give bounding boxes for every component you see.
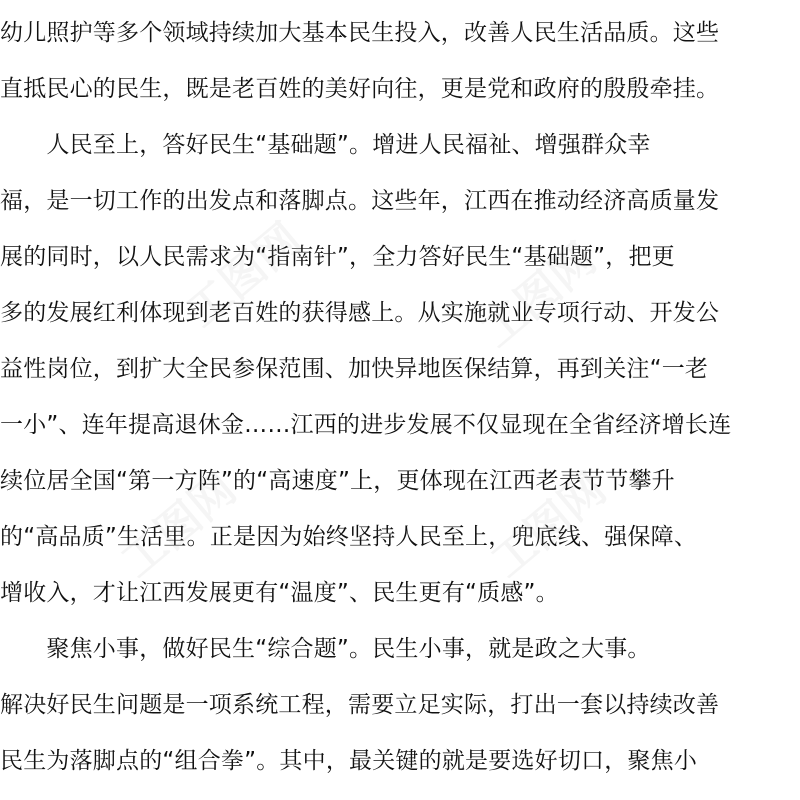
watermark-text: 工图网 bbox=[176, 213, 311, 338]
text-line-11: 增收入，才让江西发展更有“温度”、民生更有“质感”。 bbox=[0, 580, 559, 606]
text-line-14: 民生为落脚点的“组合拳”。其中，最关键的就是要选好切口，聚焦小 bbox=[0, 748, 698, 774]
text-line-12: 聚焦小事，做好民生“综合题”。民生小事，就是政之大事。 bbox=[0, 636, 651, 662]
text-line-5: 展的同时，以人民需求为“指南针”，全力答好民生“基础题”，把更 bbox=[0, 244, 675, 270]
watermark-text: 工图网 bbox=[111, 463, 246, 588]
text-line-4: 福，是一切工作的出发点和落脚点。这些年，江西在推动经济高质量发 bbox=[0, 188, 720, 214]
text-line-7: 益性岗位，到扩大全民参保范围、加快异地医保结算，再到关注“一老 bbox=[0, 356, 709, 382]
text-line-9: 续位居全国“第一方阵”的“高速度”上，更体现在江西老表节节攀升 bbox=[0, 468, 675, 494]
text-line-1: 幼儿照护等多个领域持续加大基本民生投入，改善人民生活品质。这些 bbox=[0, 20, 720, 46]
text-line-13: 解决好民生问题是一项系统工程，需要立足实际，打出一套以持续改善 bbox=[0, 692, 720, 718]
watermark-text: 工图网 bbox=[471, 233, 606, 358]
watermark-text: 工图网 bbox=[481, 463, 616, 588]
text-line-2: 直抵民心的民生，既是老百姓的美好向往，更是党和政府的殷殷牵挂。 bbox=[0, 76, 720, 102]
text-line-10: 的“高品质”生活里。正是因为始终坚持人民至上，兜底线、强保障、 bbox=[0, 524, 698, 550]
text-line-3: 人民至上，答好民生“基础题”。增进人民福祉、增强群众幸 bbox=[0, 132, 651, 158]
text-line-8: 一小”、连年提高退休金……江西的进步发展不仅显现在全省经济增长连 bbox=[0, 412, 732, 438]
text-line-6: 多的发展红利体现到老百姓的获得感上。从实施就业专项行动、开发公 bbox=[0, 300, 720, 326]
